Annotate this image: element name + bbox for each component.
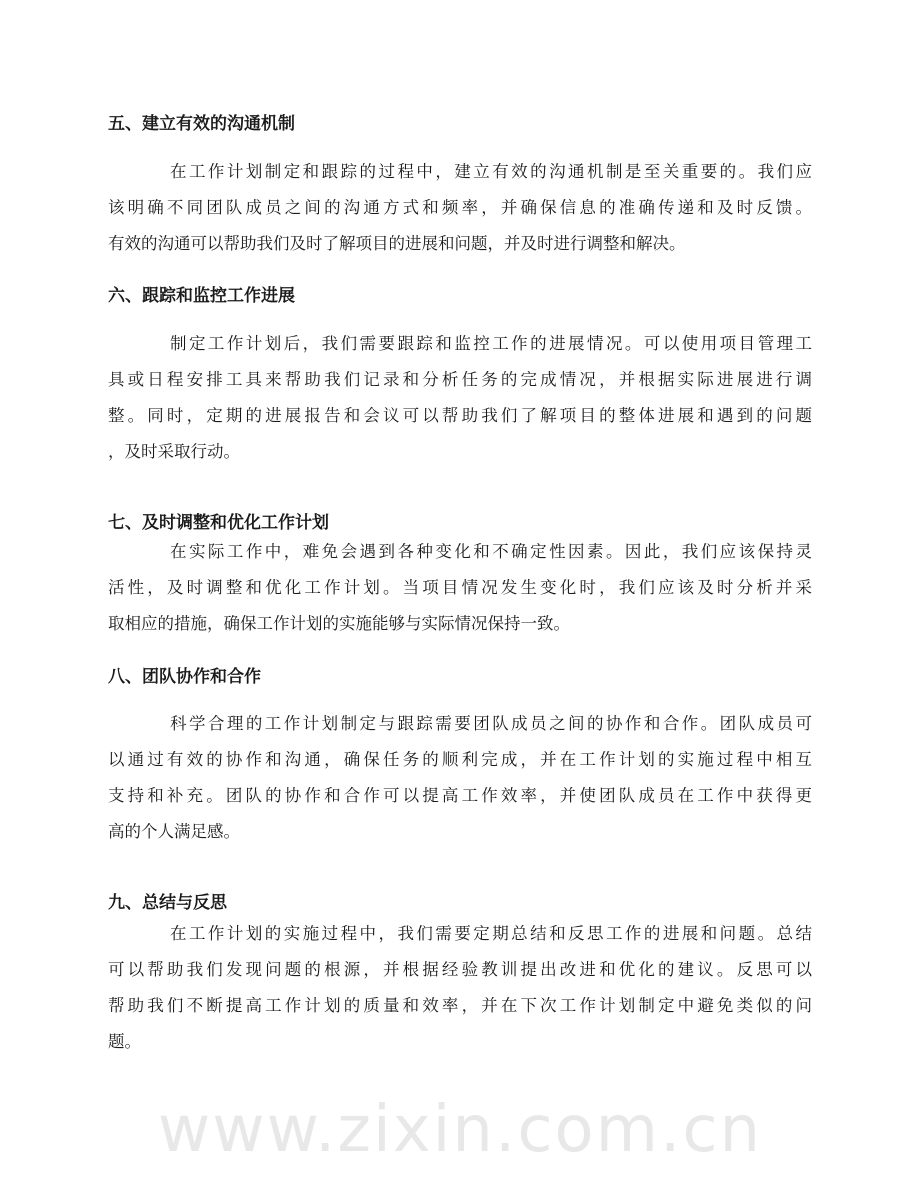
paragraph-line: 取相应的措施，确保工作计划的实施能够与实际情况保持一致。	[108, 614, 570, 633]
section-heading: 六、跟踪和监控工作进展	[108, 286, 295, 306]
paragraph-line: 支持和补充。团队的协作和合作可以提高工作效率，并使团队成员在工作中获得更	[108, 786, 812, 805]
section-heading: 五、建立有效的沟通机制	[108, 114, 295, 134]
section-heading: 八、团队协作和合作	[108, 667, 261, 687]
paragraph-line: 可以帮助我们发现问题的根源，并根据经验教训提出改进和优化的建议。反思可以	[108, 960, 812, 979]
paragraph-line: 帮助我们不断提高工作计划的质量和效率，并在下次工作计划制定中避免类似的问	[108, 996, 812, 1015]
paragraph-line: 题。	[108, 1032, 141, 1051]
watermark: www.zixin.com.cn	[157, 1093, 763, 1167]
paragraph-line: 高的个人满足感。	[108, 822, 240, 841]
paragraph-line: 活性，及时调整和优化工作计划。当项目情况发生变化时，我们应该及时分析并采	[108, 578, 812, 597]
paragraph-line: 制定工作计划后，我们需要跟踪和监控工作的进展情况。可以使用项目管理工	[170, 334, 812, 353]
paragraph-line: 在工作计划的实施过程中，我们需要定期总结和反思工作的进展和问题。总结	[170, 924, 812, 943]
paragraph-line: 在实际工作中，难免会遇到各种变化和不确定性因素。因此，我们应该保持灵	[170, 542, 812, 561]
paragraph-line: 在工作计划制定和跟踪的过程中，建立有效的沟通机制是至关重要的。我们应	[170, 162, 812, 181]
paragraph-line: 整。同时，定期的进展报告和会议可以帮助我们了解项目的整体进展和遇到的问题	[108, 406, 812, 425]
paragraph-line: ，及时采取行动。	[108, 442, 240, 461]
section-heading: 七、及时调整和优化工作计划	[108, 513, 329, 533]
section-heading: 九、总结与反思	[108, 893, 227, 913]
paragraph-line: 科学合理的工作计划制定与跟踪需要团队成员之间的协作和合作。团队成员可	[170, 714, 812, 733]
paragraph-line: 有效的沟通可以帮助我们及时了解项目的进展和问题，并及时进行调整和解决。	[108, 234, 686, 253]
paragraph-line: 该明确不同团队成员之间的沟通方式和频率，并确保信息的准确传递和及时反馈。	[108, 198, 812, 217]
paragraph-line: 具或日程安排工具来帮助我们记录和分析任务的完成情况，并根据实际进展进行调	[108, 370, 812, 389]
paragraph-line: 以通过有效的协作和沟通，确保任务的顺利完成，并在工作计划的实施过程中相互	[108, 750, 812, 769]
